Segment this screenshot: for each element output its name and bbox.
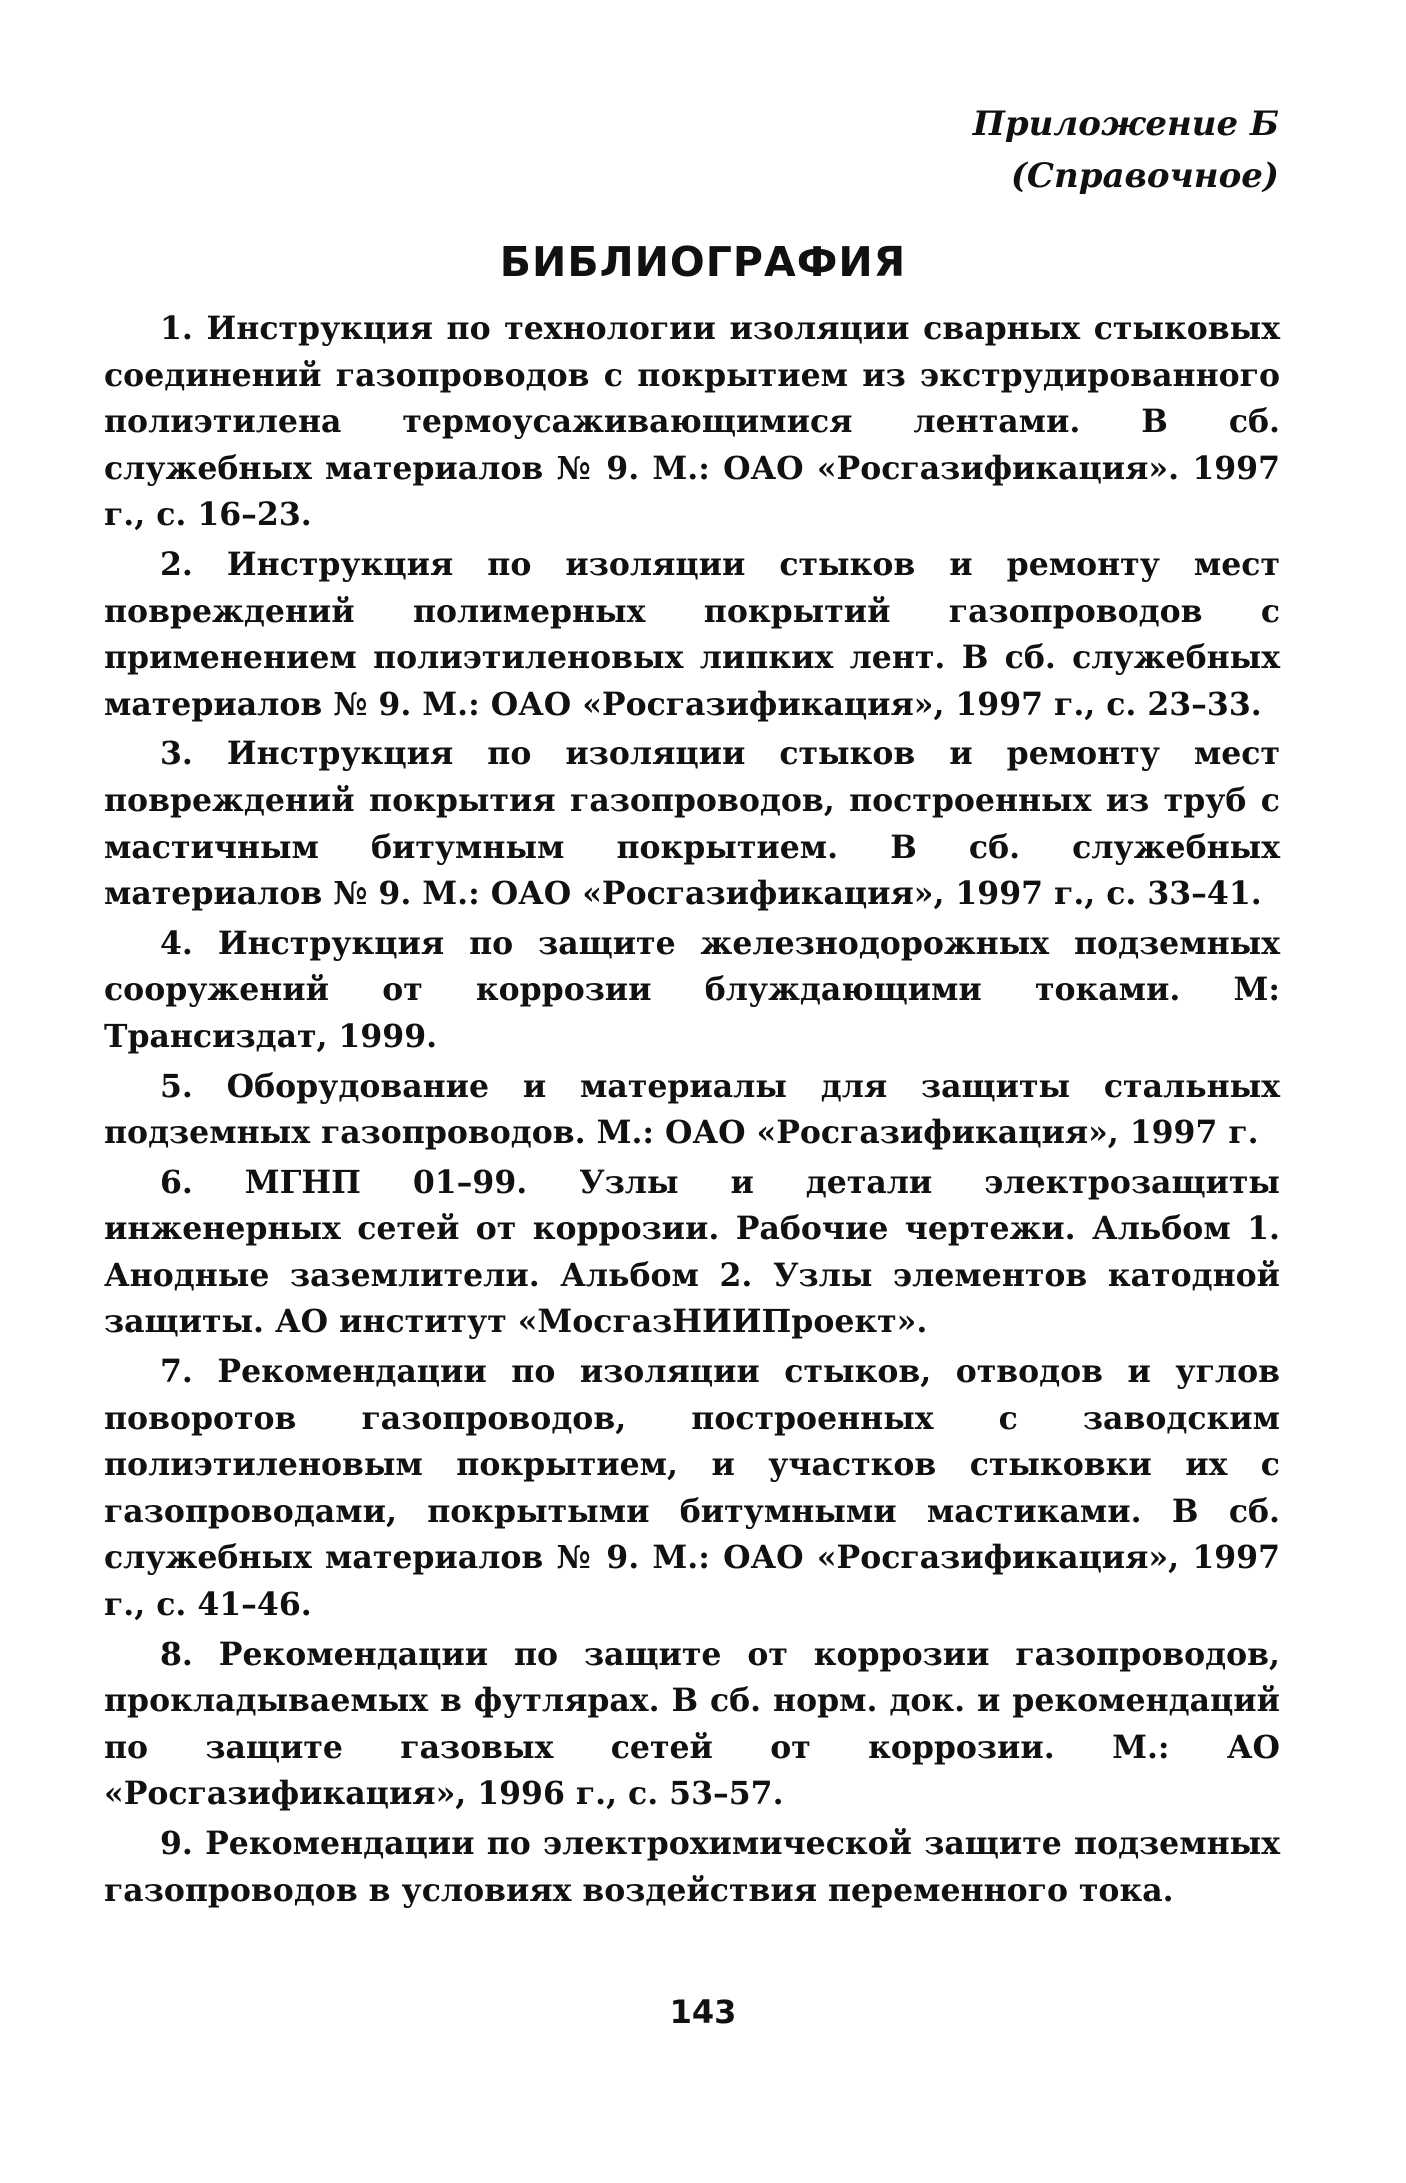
bibliography-entry-9: 9. Рекомендации по электрохимической защите подземных газопроводов в условиях воздействия переменного тока. [104,1825,1280,1909]
page-number: 143 [669,1993,737,2031]
bibliography-entry-6: 6. МГНП 01–99. Узлы и детали электрозащиты инженерных сетей от коррозии. Рабочие чертежи. Альбом 1. Анодные заземлители. Альбом 2. Узлы элементов катодной защиты. АО институт «МосгазНИИПроект». [104,1163,1280,1341]
bibliography-entry-1: 1. Инструкция по технологии изоляции сварных стыковых соединений газопроводов с покрытием из экструдированного полиэтилена термоусаживающимися лентами. В сб. служебных материалов № 9. М.: ОАО «Росгазификация». 1997 г., с. 16–23. [104,310,1280,534]
bibliography-list [104,306,1280,1917]
bibliography-entry-8: 8. Рекомендации по защите от коррозии газопроводов, прокладываемых в футлярах. В сб. норм. док. и рекомендаций по защите газовых сетей от коррозии. М.: АО «Росгазификация», 1996 г., с. 53–57. [104,1635,1280,1813]
bibliography-entry-7: 7. Рекомендации по изоляции стыков, отводов и углов поворотов газопроводов, построенных с заводским полиэтиленовым покрытием, и участков стыковки их с газопроводами, покрытыми битумными мастиками. В сб. служебных материалов № 9. М.: ОАО «Росгазификация», 1997 г., с. 41–46. [104,1353,1280,1624]
appendix-label [973,98,1279,202]
appendix-note: (Справочное) [1010,156,1279,196]
page-title: БИБЛИОГРАФИЯ [499,238,907,286]
bibliography-entry-5: 5. Оборудование и материалы для защиты стальных подземных газопроводов. М.: ОАО «Росгазификация», 1997 г. [104,1067,1280,1152]
appendix-title: Приложение Б [972,104,1279,144]
bibliography-entry-3: 3. Инструкция по изоляции стыков и ремонту мест повреждений покрытия газопроводов, построенных из труб с мастичным битумным покрытием. В сб. служебных материалов № 9. М.: ОАО «Росгазификация», 1997 г., с. 33–41. [104,735,1280,913]
bibliography-entry-4: 4. Инструкция по защите железнодорожных подземных сооружений от коррозии блуждающими токами. М: Трансиздат, 1999. [104,924,1280,1055]
bibliography-entry-2: 2. Инструкция по изоляции стыков и ремонту мест повреждений полимерных покрытий газопроводов с применением полиэтиленовых липких лент. В сб. служебных материалов № 9. М.: ОАО «Росгазификация», 1997 г., с. 23–33. [104,545,1280,723]
